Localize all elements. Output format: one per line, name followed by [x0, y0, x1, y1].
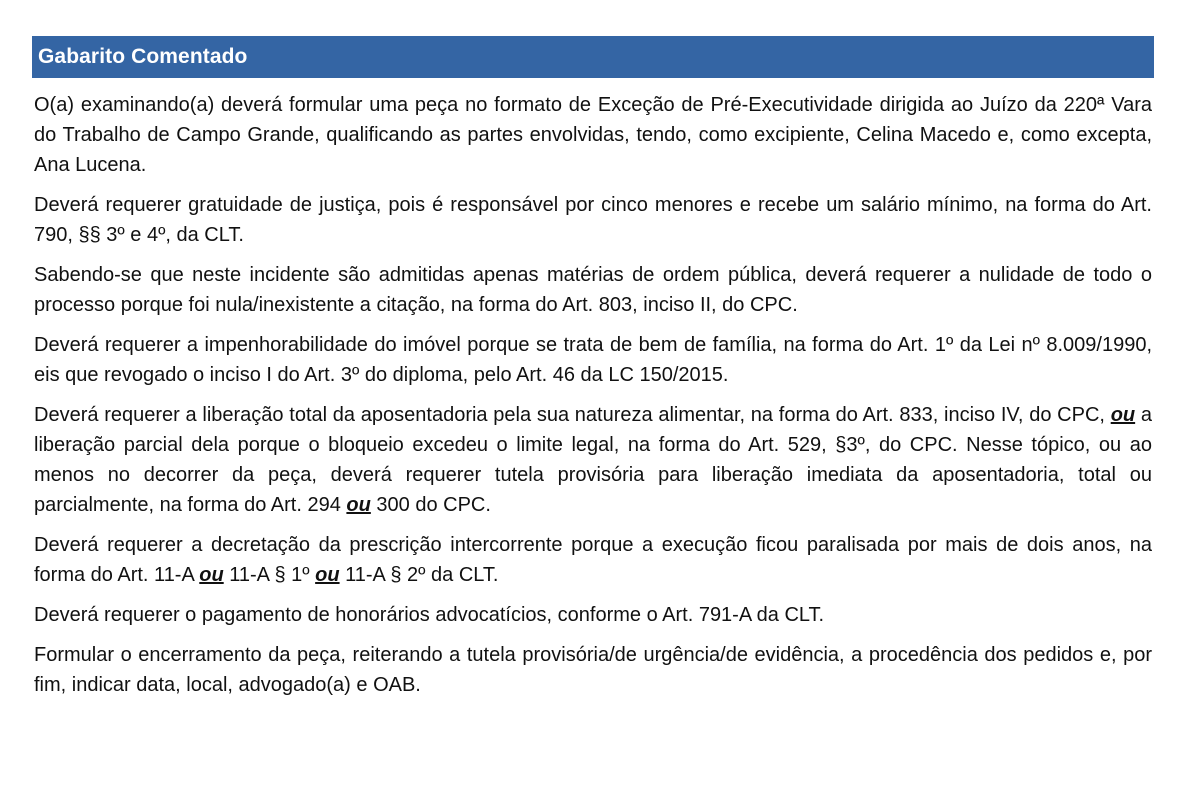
paragraph-unseizability	[34, 330, 1152, 390]
emphasis-ou: ou	[199, 564, 224, 586]
paragraph-closing	[34, 640, 1152, 700]
emphasis-ou: ou	[1110, 404, 1136, 426]
answer-key-content	[34, 78, 1152, 700]
paragraph-text: O(a) examinando(a) deverá formular uma peça no formato de Exceção de Pré-Executividade dirigida ao Juízo da 220ª Vara do Trabalho de Campo Grande, qualificando as partes envolvidas, tendo, como excipiente, Celina Macedo e, como excepta, Ana Lucena.	[34, 94, 1152, 176]
paragraph-text: Formular o encerramento da peça, reiterando a tutela provisória/de urgência/de evidência, a procedência dos pedidos e, por fim, indicar data, local, advogado(a) e OAB.	[34, 644, 1152, 696]
paragraph-text: 300 do CPC.	[370, 494, 491, 516]
paragraph-text: Sabendo-se que neste incidente são admitidas apenas matérias de ordem pública, deverá requerer a nulidade de todo o processo porque foi nula/inexistente a citação, na forma do Art. 803, inciso II, do CPC.	[34, 264, 1152, 316]
paragraph-prescription	[34, 530, 1152, 590]
paragraph-text: Deverá requerer a impenhorabilidade do imóvel porque se trata de bem de família, na forma do Art. 1º da Lei nº 8.009/1990, eis que revogado o inciso I do Art. 3º do diploma, pelo Art. 46 da LC 150/2015.	[34, 334, 1152, 386]
paragraph-text: a liberação parcial dela porque o bloqueio excedeu o limite legal, na forma do Art. 529, §3º, do CPC. Nesse tópico, ou ao menos no decorrer da peça, deverá requerer tutela provisória para liberação imediata da aposentadoria, total ou parcialmente, na forma do Art. 294	[34, 404, 1152, 516]
paragraph-text: 11-A § 2º da CLT.	[339, 564, 499, 586]
paragraph-text: Deverá requerer o pagamento de honorários advocatícios, conforme o Art. 791-A da CLT.	[34, 604, 825, 626]
paragraph-exception-piece	[34, 90, 1152, 180]
paragraph-nullity	[34, 260, 1152, 320]
emphasis-ou: ou	[346, 494, 371, 516]
emphasis-ou: ou	[315, 564, 340, 586]
section-title: Gabarito Comentado	[38, 45, 248, 68]
paragraph-text: Deverá requerer gratuidade de justiça, pois é responsável por cinco menores e recebe um salário mínimo, na forma do Art. 790, §§ 3º e 4º, da CLT.	[34, 194, 1152, 246]
section-header-bar	[32, 36, 1154, 78]
paragraph-retirement-release	[34, 400, 1152, 520]
paragraph-text: Deverá requerer a decretação da prescrição intercorrente porque a execução ficou paralisada por mais de dois anos, na forma do Art. 11-A	[34, 534, 1152, 586]
paragraph-attorney-fees	[34, 600, 1152, 630]
paragraph-text: Deverá requerer a liberação total da aposentadoria pela sua natureza alimentar, na forma do Art. 833, inciso IV, do CPC,	[34, 404, 1111, 426]
paragraph-justice-gratuity	[34, 190, 1152, 250]
paragraph-text: 11-A § 1º	[223, 564, 316, 586]
